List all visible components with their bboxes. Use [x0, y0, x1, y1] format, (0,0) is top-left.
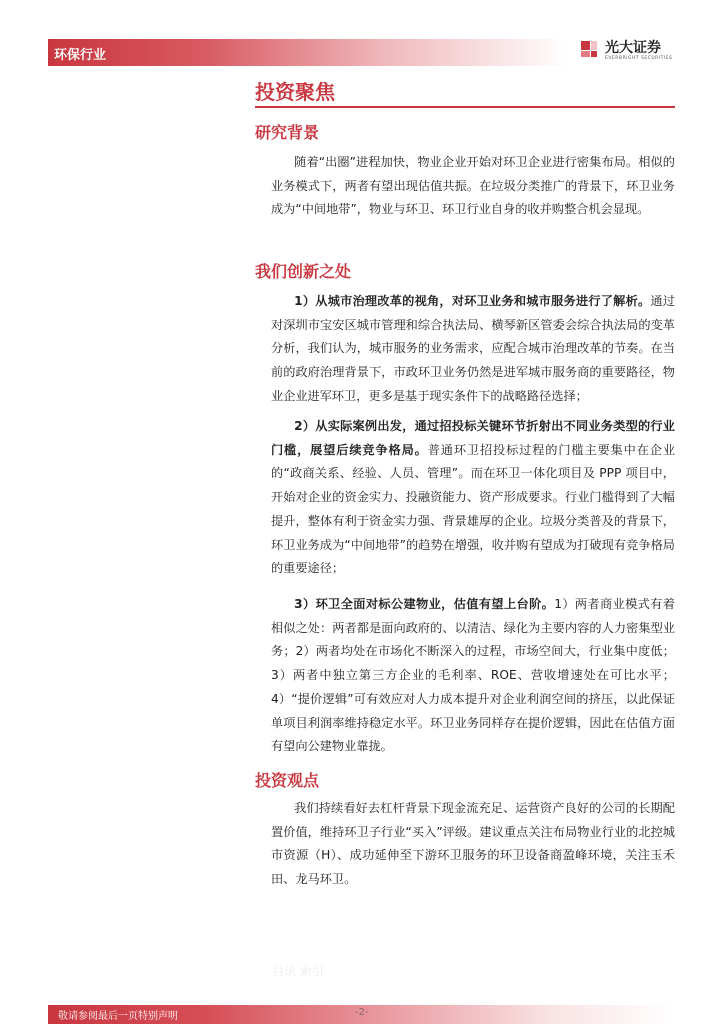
innovation-1-text: 通过对深圳市宝安区城市管理和综合执法局、横琴新区管委会综合执法局的变革分析，我们认为，城市服务的业务需求，应配合城市治理改革的节奏。在当前的政府治理背景下，市政环卫业务仍然是进军城市服务商的重要路径，物业企业进军环卫，更多是基于现实条件下的战略路径选择； — [271, 294, 676, 403]
innovation-3-text: 1）两者商业模式有着相似之处：两者都是面向政府的、以清洁、绿化为主要内容的人力密集型业务；2）两者均处在市场化不断深入的过程，市场空间大，行业集中度低；3）两者中独立第三方企业的毛利率、ROE、营收增速处在可比水平；4）“提价逻辑”可有效应对人力成本提升对企业利润空间的挤压，以此保证单项目利润率维持稳定水平。环卫业务同样存在提价逻辑，因此在估值方面有望向公建物业靠拢。 — [271, 597, 675, 754]
logo-text-en: EVERBRIGHT SECURITIES — [605, 56, 673, 61]
paragraph-innovation-3 — [271, 593, 675, 759]
section-heading-background: 研究背景 — [255, 123, 320, 142]
logo-text-cn: 光大证券 — [605, 40, 661, 56]
header-band — [48, 39, 568, 66]
innovation-2-lead: 2）从实际案例出发，通过招投标关键环节折射出不同业务类型的行业门槛，展望后续竞争格局。 — [271, 419, 675, 457]
innovation-3-lead: 3）环卫全面对标公建物业，估值有望上台阶。 — [294, 597, 555, 611]
paragraph-viewpoint — [271, 797, 675, 892]
innovation-1-lead: 1）从城市治理改革的视角，对环卫业务和城市服务进行了解析。 — [294, 294, 651, 308]
viewpoint-text: 我们持续看好去杠杆背景下现金流充足、运营资产良好的公司的长期配置价值，维持环卫子行业“买入”评级。建议重点关注布局物业行业的北控城市资源（H）、成功延伸至下游环卫服务的环卫设备商盈峰环境，关注玉禾田、龙马环卫。 — [271, 801, 675, 887]
paragraph-innovation-2 — [271, 415, 675, 581]
background-text: 随着“出圈”进程加快，物业企业开始对环卫企业进行密集布局。相似的业务模式下，两者有望出现估值共振。在垃圾分类推广的背景下，环卫业务成为“中间地带”，物业与环卫、环卫行业自身的收并购整合机会显现。 — [271, 155, 675, 217]
section-heading-viewpoint: 投资观点 — [255, 771, 320, 790]
paragraph-background — [271, 151, 675, 222]
innovation-2-text: 普通环卫招投标过程的门槛主要集中在企业的“政商关系、经验、人员、管理”。而在环卫一体化项目及 PPP 项目中，开始对企业的资金实力、投融资能力、资产形成要求。行业门槛得到了大幅提升，整体有利于资金实力强、背景雄厚的企业。垃圾分类普及的背景下，环卫业务成为“中间地带”的趋势在增强，收并购有望成为打破现有竞争格局的重要途径； — [271, 442, 676, 576]
title-divider — [255, 106, 675, 108]
section-heading-innovation: 我们创新之处 — [255, 262, 352, 281]
everbright-logo-icon — [577, 37, 601, 61]
paragraph-innovation-1 — [271, 290, 675, 409]
page-number: -2- — [355, 1007, 369, 1018]
footer-disclaimer: 敬请参阅最后一页特别声明 — [58, 1011, 178, 1022]
company-logo — [577, 35, 677, 67]
page-title: 投资聚焦 — [255, 80, 335, 104]
industry-label: 环保行业 — [54, 48, 107, 63]
faint-watermark-text: 目录 索引 — [272, 964, 324, 978]
